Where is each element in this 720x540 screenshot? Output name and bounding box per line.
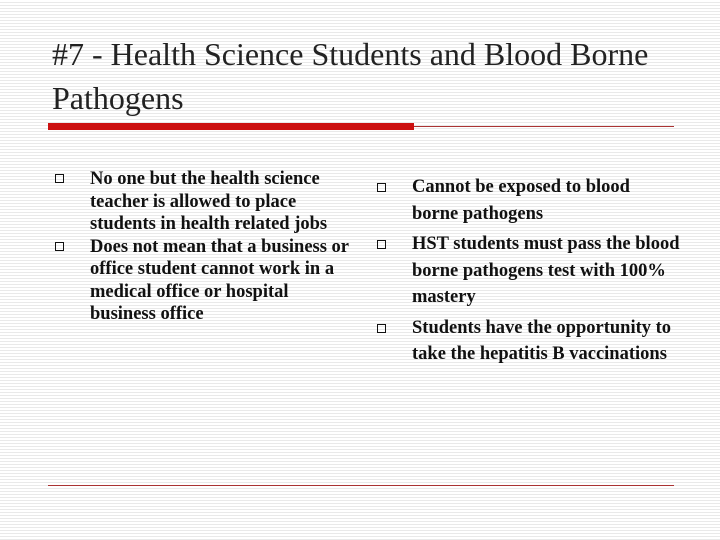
list-item bbox=[370, 315, 680, 368]
list-item bbox=[370, 231, 680, 311]
list-item-text: Does not mean that a business or office student cannot work in a medical office or hospital business office bbox=[90, 236, 349, 324]
list-item-text: No one but the health science teacher is allowed to place students in health related jobs bbox=[90, 169, 328, 234]
list-item-text: HST students must pass the blood borne pathogens test with 100% mastery bbox=[412, 234, 680, 307]
slide-title: #7 - Health Science Students and Blood Borne Pathogens bbox=[52, 36, 649, 116]
square-bullet-icon bbox=[377, 183, 386, 192]
square-bullet-icon bbox=[377, 240, 386, 249]
list-item-text: Cannot be exposed to blood borne pathogens bbox=[412, 177, 630, 224]
list-item bbox=[48, 236, 358, 326]
square-bullet-icon bbox=[55, 174, 64, 183]
title-underline-accent-bar bbox=[48, 123, 414, 130]
right-bullet-list bbox=[370, 174, 680, 372]
title-underline bbox=[48, 123, 674, 131]
list-item bbox=[370, 174, 680, 227]
square-bullet-icon bbox=[377, 324, 386, 333]
bottom-rule bbox=[48, 485, 674, 486]
list-item bbox=[48, 168, 358, 236]
left-bullet-list bbox=[48, 168, 358, 326]
list-item-text: Students have the opportunity to take the hepatitis B vaccinations bbox=[412, 317, 672, 364]
square-bullet-icon bbox=[55, 242, 64, 251]
